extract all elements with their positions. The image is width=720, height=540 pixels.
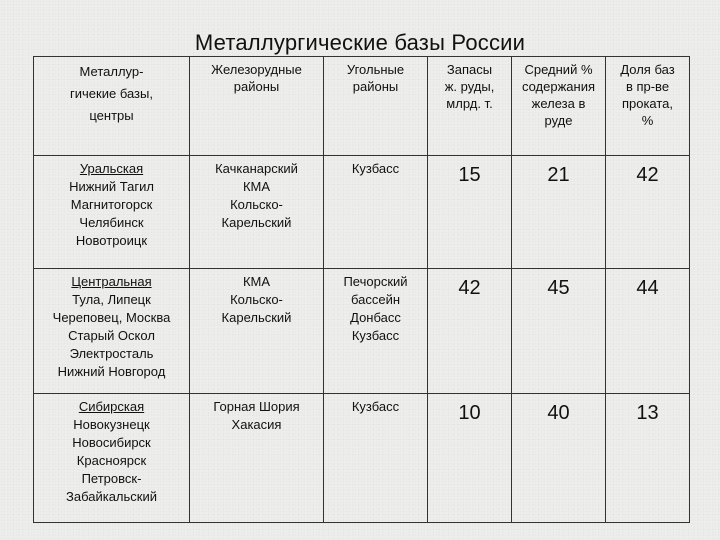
table-row <box>34 394 690 523</box>
ore-cell: Качканарский КМА Кольско- Карельский <box>190 156 324 269</box>
base-cell: Центральная Тула, Липецк Череповец, Москва Старый Оскол Электросталь Нижний Новгород <box>34 269 190 394</box>
coal-cell: Кузбасс <box>324 156 428 269</box>
metallurgy-table <box>33 56 690 523</box>
reserves-value: 42 <box>428 269 512 394</box>
table-row <box>34 156 690 269</box>
iron-content-value: 40 <box>512 394 606 523</box>
header-iron-content: Средний % содержания железа в руде <box>512 57 606 156</box>
iron-content-value: 45 <box>512 269 606 394</box>
coal-cell: Печорский бассейн Донбасс Кузбасс <box>324 269 428 394</box>
header-reserves: Запасы ж. руды, млрд. т. <box>428 57 512 156</box>
ore-cell: Горная Шория Хакасия <box>190 394 324 523</box>
table-row <box>34 269 690 394</box>
rolled-share-value: 13 <box>606 394 690 523</box>
ore-cell: КМА Кольско- Карельский <box>190 269 324 394</box>
base-name: Центральная <box>71 274 152 289</box>
header-rolled-share: Доля баз в пр-ве проката, % <box>606 57 690 156</box>
header-ore-regions: Железорудные районы <box>190 57 324 156</box>
page-title: Металлургические базы России <box>194 30 526 55</box>
base-cell: Сибирская Новокузнецк Новосибирск Красноярск Петровск- Забайкальский <box>34 394 190 523</box>
base-name: Сибирская <box>78 399 145 414</box>
rolled-share-value: 44 <box>606 269 690 394</box>
reserves-value: 10 <box>428 394 512 523</box>
coal-cell: Кузбасс <box>324 394 428 523</box>
reserves-value: 15 <box>428 156 512 269</box>
header-row <box>34 57 690 156</box>
base-cell: Уральская Нижний Тагил Магнитогорск Челябинск Новотроицк <box>34 156 190 269</box>
header-bases: Металлур- гичекие базы, центры <box>34 57 190 156</box>
rolled-share-value: 42 <box>606 156 690 269</box>
iron-content-value: 21 <box>512 156 606 269</box>
base-name: Уральская <box>79 161 144 176</box>
header-coal-regions: Угольные районы <box>324 57 428 156</box>
